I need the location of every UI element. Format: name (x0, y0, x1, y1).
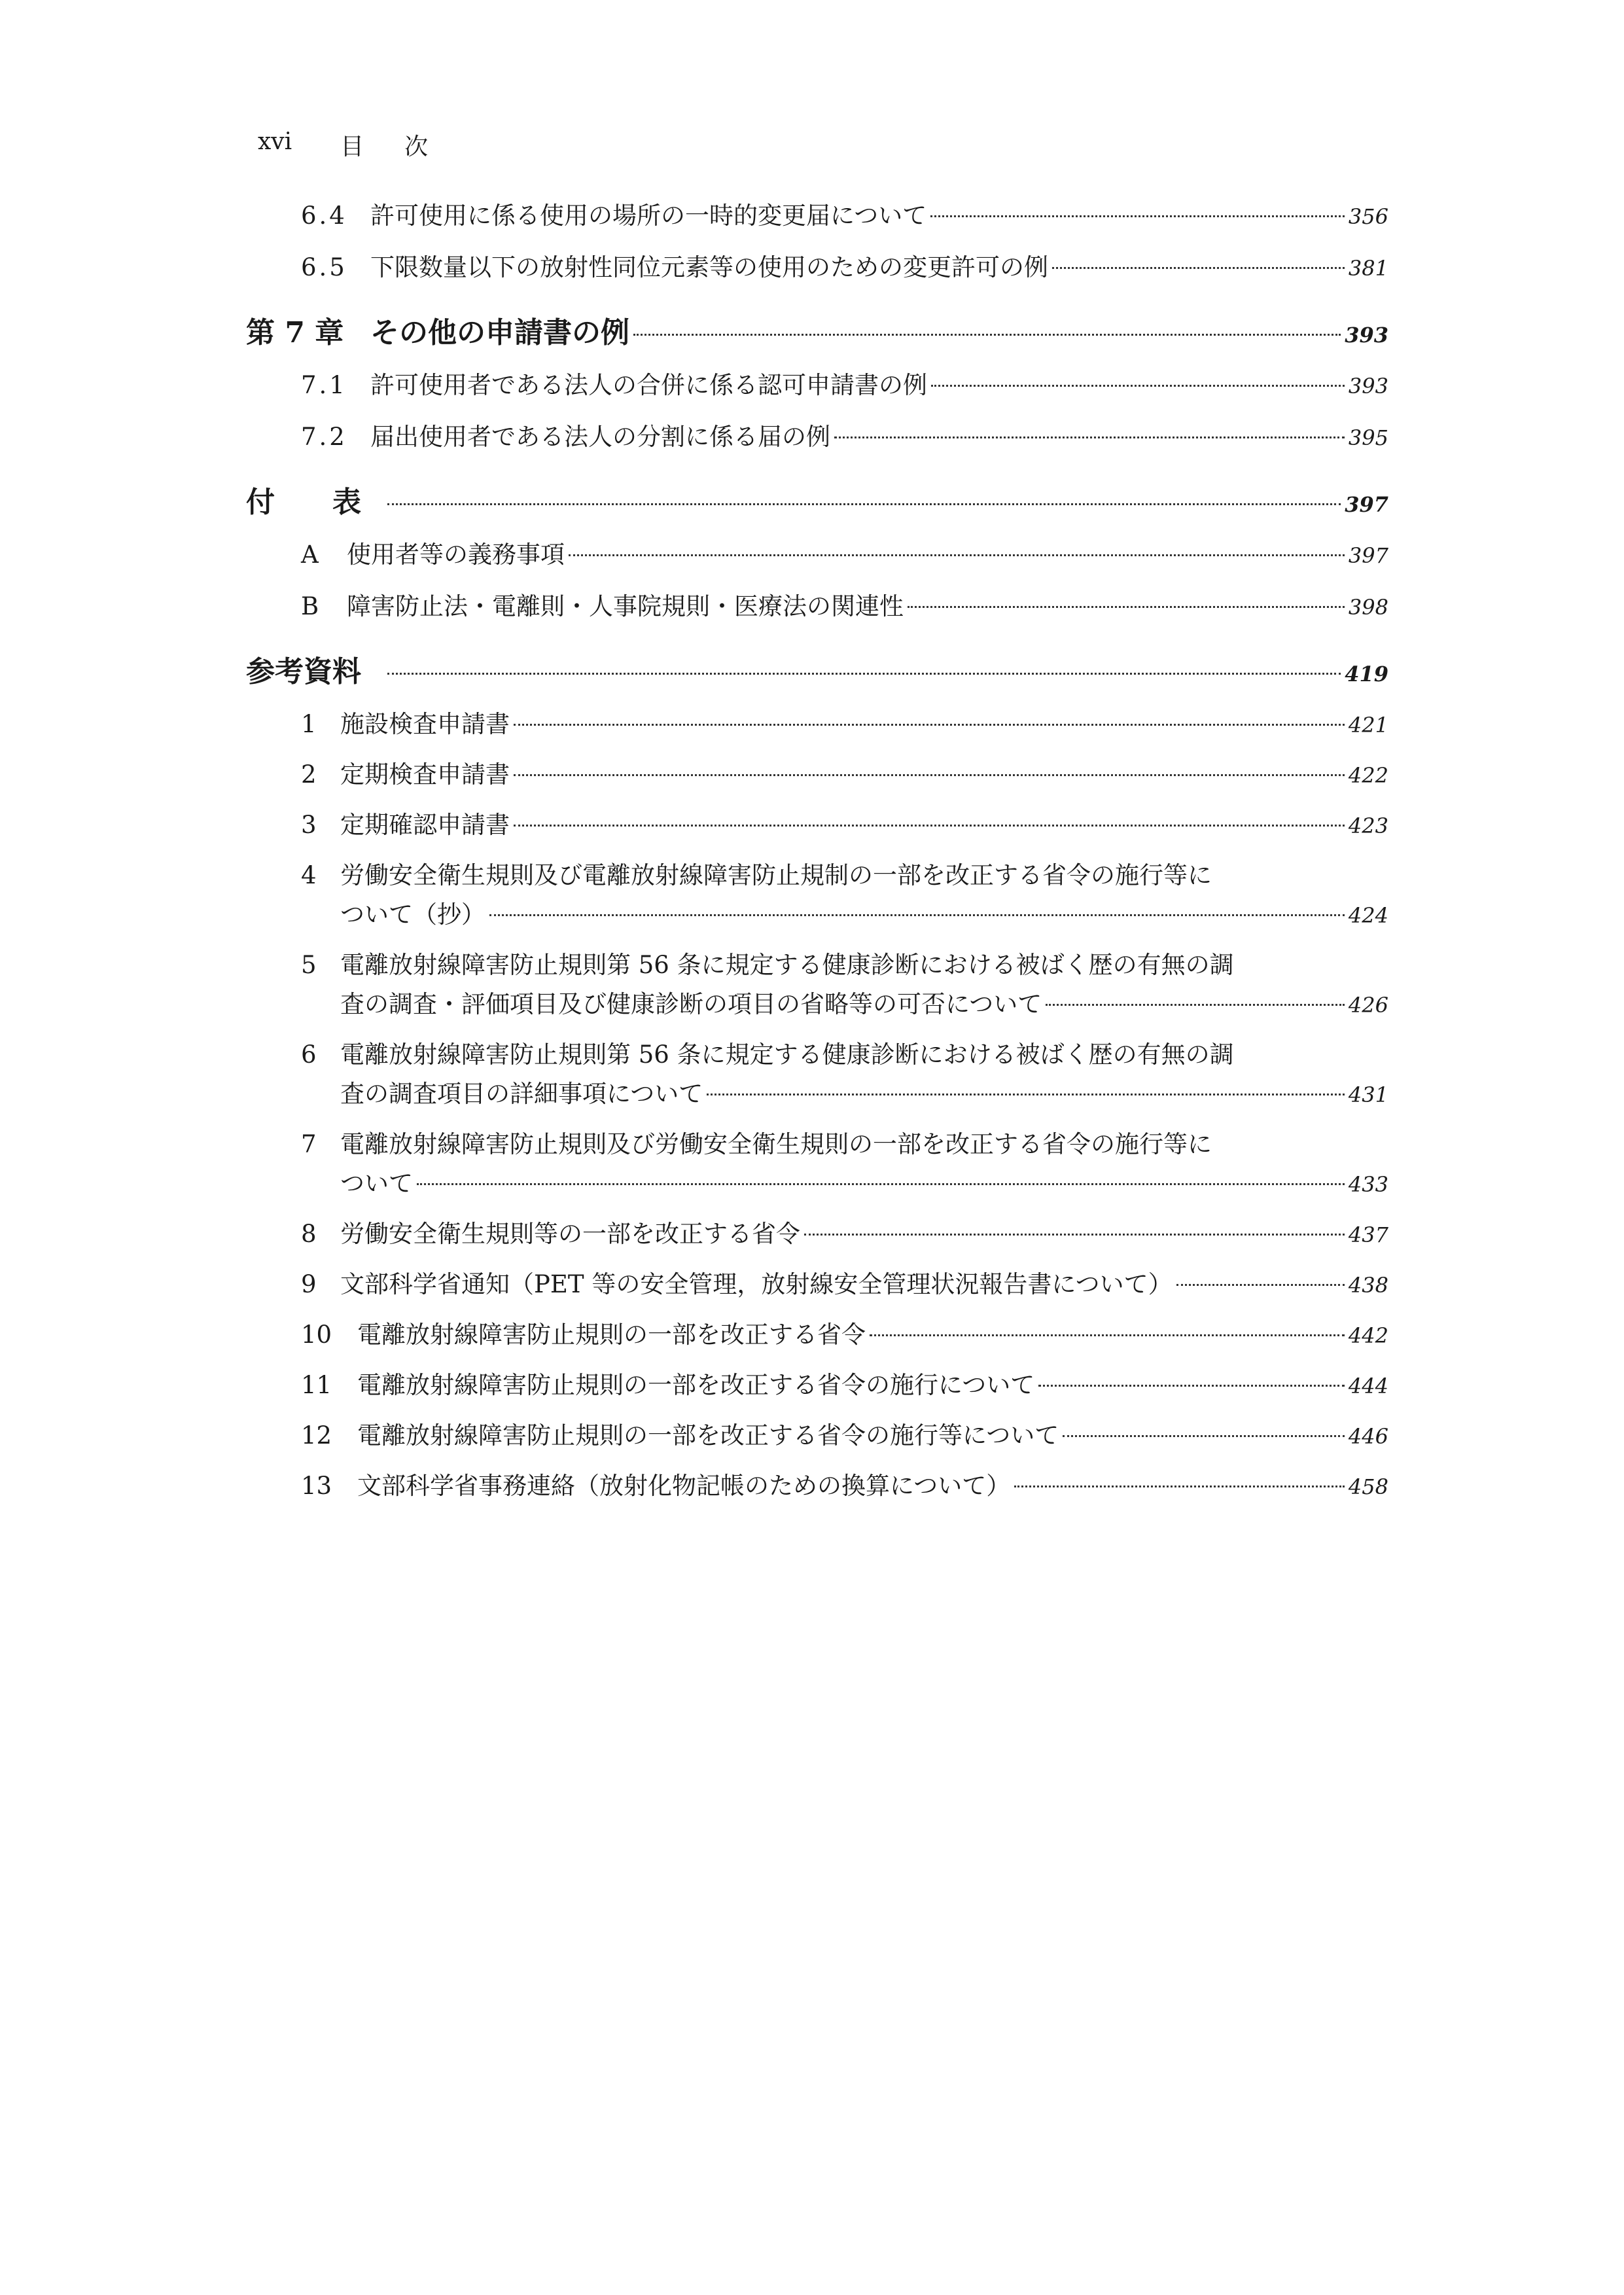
entry-number: 7.2 (301, 423, 347, 451)
entry-title: 障害防止法・電離則・人事院規則・医療法の関連性 (347, 592, 904, 620)
toc-appendix[interactable] (246, 480, 1388, 527)
toc-reference-4[interactable] (246, 856, 1388, 935)
dot-leader (1176, 1284, 1345, 1286)
entry-title: 施設検査申請書 (340, 710, 510, 738)
dot-leader (514, 774, 1345, 776)
entry-page: 381 (1348, 256, 1388, 281)
dot-leader (908, 606, 1345, 608)
entry-letter: A (301, 541, 319, 569)
entry-title: 文部科学省通知（PET 等の安全管理，放射線安全管理状況報告書について） (340, 1270, 1173, 1298)
entry-letter: B (301, 592, 319, 620)
dot-leader (870, 1334, 1345, 1336)
entry-number: 8 (301, 1220, 317, 1248)
dot-leader (514, 724, 1345, 726)
entry-number: 5 (301, 951, 317, 979)
entry-page: 393 (1348, 374, 1388, 399)
entry-title: 電離放射線障害防止規則の一部を改正する省令 (357, 1321, 866, 1349)
toc-reference-3[interactable] (246, 806, 1388, 845)
chapter-number: 第 7 章 (246, 316, 344, 349)
entry-title: 電離放射線障害防止規則の一部を改正する省令の施行について (357, 1371, 1035, 1399)
entry-page: 398 (1348, 595, 1388, 620)
entry-title: 電離放射線障害防止規則の一部を改正する省令の施行等について (357, 1421, 1059, 1450)
toc-reference-10[interactable] (246, 1315, 1388, 1355)
entry-number: 3 (301, 811, 317, 839)
dot-leader (1014, 1486, 1345, 1487)
entry-number: 10 (301, 1321, 332, 1349)
entry-title-line1: 電離放射線障害防止規則及び労働安全衛生規則の一部を改正する省令の施行等に (340, 1130, 1212, 1158)
dot-leader (633, 334, 1341, 336)
entry-page: 446 (1348, 1424, 1388, 1449)
entry-title-line1: 電離放射線障害防止規則第 56 条に規定する健康診断における被ばく歴の有無の調 (340, 1041, 1234, 1069)
appendix-page: 397 (1345, 492, 1388, 517)
entry-number: 7.1 (301, 371, 347, 399)
entry-number: 11 (301, 1371, 332, 1399)
entry-page: 395 (1348, 425, 1388, 450)
table-of-contents (246, 196, 1388, 1517)
dot-leader (387, 503, 1341, 505)
entry-title-line2: 査の調査・評価項目及び健康診断の項目の省略等の可否について (340, 990, 1042, 1018)
entry-number: 6.4 (301, 202, 347, 230)
references-heading: 参考資料 (246, 655, 361, 688)
entry-page: 431 (1348, 1082, 1388, 1107)
entry-title: 届出使用者である法人の分割に係る届の例 (370, 423, 830, 451)
entry-title-line2: ついて（抄） (340, 900, 485, 929)
entry-title: 許可使用に係る使用の場所の一時的変更届について (370, 202, 927, 230)
entry-title: 使用者等の義務事項 (347, 541, 565, 569)
dot-leader (569, 554, 1345, 556)
toc-reference-9[interactable] (246, 1265, 1388, 1305)
entry-number: 13 (301, 1472, 332, 1500)
entry-number: 1 (301, 710, 317, 738)
entry-title-line1: 労働安全衛生規則及び電離放射線障害防止規制の一部を改正する省令の施行等に (340, 861, 1212, 889)
entry-page: 422 (1348, 763, 1388, 788)
toc-chapter-7[interactable] (246, 310, 1388, 358)
entry-number: 6 (301, 1041, 317, 1069)
entry-number: 4 (301, 861, 317, 889)
toc-appendix-a[interactable] (246, 535, 1388, 575)
entry-page: 438 (1348, 1273, 1388, 1298)
entry-page: 433 (1348, 1172, 1388, 1197)
toc-references[interactable] (246, 649, 1388, 697)
entry-page: 437 (1348, 1222, 1388, 1247)
entry-title: 定期検査申請書 (340, 760, 510, 789)
toc-reference-5[interactable] (246, 946, 1388, 1025)
entry-page: 442 (1348, 1323, 1388, 1348)
toc-entry-6-5[interactable] (246, 248, 1388, 288)
dot-leader (387, 673, 1341, 675)
entry-title: 定期確認申請書 (340, 811, 510, 839)
entry-page: 444 (1348, 1374, 1388, 1398)
running-title: 目次 (340, 133, 469, 160)
entry-title-line2: 査の調査項目の詳細事項について (340, 1080, 703, 1108)
appendix-heading: 付 表 (246, 486, 361, 519)
dot-leader (1046, 1004, 1345, 1006)
entry-page: 424 (1348, 903, 1388, 928)
toc-reference-2[interactable] (246, 755, 1388, 795)
entry-number: 7 (301, 1130, 317, 1158)
page-header (258, 128, 468, 162)
entry-number: 2 (301, 760, 317, 789)
dot-leader (707, 1094, 1345, 1095)
entry-number: 9 (301, 1270, 317, 1298)
toc-reference-8[interactable] (246, 1215, 1388, 1254)
entry-page: 423 (1348, 813, 1388, 838)
entry-number: 6.5 (301, 253, 347, 281)
toc-entry-6-4[interactable] (246, 196, 1388, 236)
toc-reference-7[interactable] (246, 1125, 1388, 1204)
entry-title: 労働安全衛生規則等の一部を改正する省令 (340, 1220, 800, 1248)
dot-leader (931, 385, 1345, 387)
dot-leader (1038, 1385, 1345, 1387)
dot-leader (489, 914, 1345, 916)
toc-entry-7-2[interactable] (246, 418, 1388, 457)
dot-leader (804, 1234, 1345, 1236)
toc-reference-1[interactable] (246, 705, 1388, 745)
toc-appendix-b[interactable] (246, 587, 1388, 627)
dot-leader (514, 825, 1345, 827)
toc-reference-12[interactable] (246, 1416, 1388, 1456)
folio: xvi (258, 128, 292, 155)
dot-leader (417, 1183, 1345, 1185)
entry-title: 許可使用者である法人の合併に係る認可申請書の例 (370, 371, 927, 399)
dot-leader (1052, 267, 1345, 269)
toc-entry-7-1[interactable] (246, 366, 1388, 406)
entry-page: 421 (1348, 713, 1388, 738)
chapter-page: 393 (1345, 323, 1388, 347)
entry-page: 458 (1348, 1474, 1388, 1499)
entry-number: 12 (301, 1421, 332, 1450)
toc-reference-11[interactable] (246, 1366, 1388, 1406)
entry-page: 356 (1348, 204, 1388, 229)
dot-leader (930, 215, 1345, 217)
entry-page: 426 (1348, 993, 1388, 1018)
entry-title: 下限数量以下の放射性同位元素等の使用のための変更許可の例 (370, 253, 1048, 281)
references-page: 419 (1345, 662, 1388, 686)
dot-leader (834, 436, 1345, 438)
toc-reference-13[interactable] (246, 1467, 1388, 1506)
entry-title-line2: ついて (340, 1169, 413, 1198)
toc-reference-6[interactable] (246, 1035, 1388, 1114)
dot-leader (1063, 1435, 1345, 1437)
entry-page: 397 (1348, 543, 1388, 568)
chapter-title: その他の申請書の例 (370, 316, 629, 349)
entry-title: 文部科学省事務連絡（放射化物記帳のための換算について） (357, 1472, 1011, 1500)
entry-title-line1: 電離放射線障害防止規則第 56 条に規定する健康診断における被ばく歴の有無の調 (340, 951, 1234, 979)
